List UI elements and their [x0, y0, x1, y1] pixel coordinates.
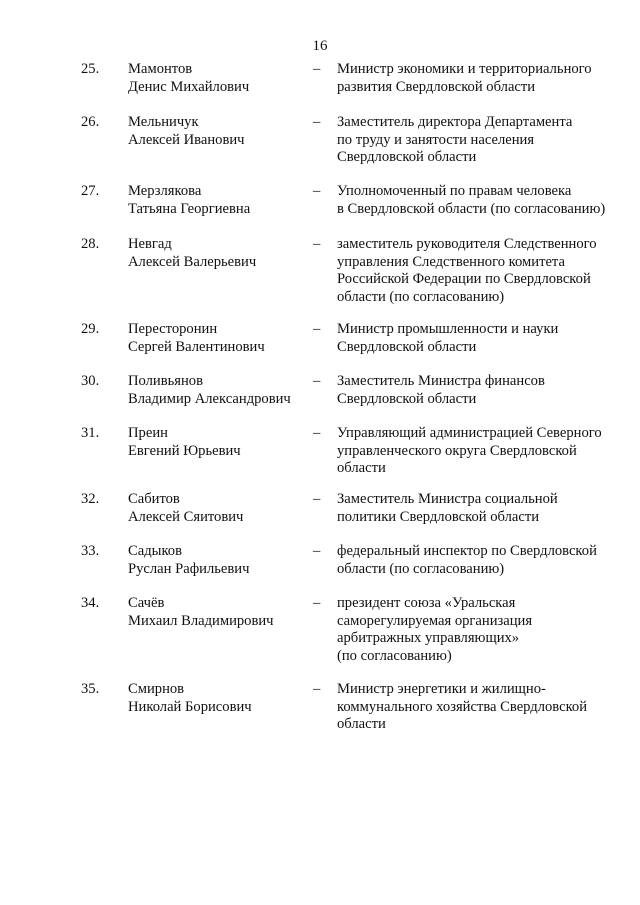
- description-line: саморегулируемая организация: [337, 612, 533, 629]
- surname: Садыков: [128, 543, 182, 559]
- position-description: [337, 425, 632, 478]
- separator-dash: –: [313, 183, 321, 199]
- person-name: [128, 61, 308, 96]
- separator-dash: –: [313, 595, 321, 611]
- given-names: Алексей Валерьевич: [128, 253, 257, 270]
- separator-dash: –: [313, 373, 321, 389]
- person-name: [128, 114, 308, 149]
- separator-dash: –: [313, 114, 321, 130]
- description-line: арбитражных управляющих»: [337, 630, 520, 646]
- description-line: Заместитель Министра социальной: [337, 491, 558, 507]
- surname: Мамонтов: [128, 61, 193, 77]
- page-number: 16: [312, 38, 328, 54]
- surname: Смирнов: [128, 681, 185, 697]
- entry-number: 32.: [81, 491, 100, 507]
- given-names: Михаил Владимирович: [128, 612, 274, 629]
- entry-number: 27.: [81, 183, 100, 199]
- description-line: Российской Федерации по Свердловской: [337, 271, 591, 287]
- person-name: [128, 543, 308, 578]
- description-line: Министр энергетики и жилищно-: [337, 681, 546, 697]
- entry-number: 34.: [81, 595, 100, 611]
- given-names: Татьяна Георгиевна: [128, 200, 251, 217]
- person-name: [128, 681, 308, 716]
- description-line: коммунального хозяйства Свердловской: [337, 698, 588, 715]
- description-line: управления Следственного комитета: [337, 253, 565, 270]
- separator-dash: –: [313, 61, 321, 77]
- description-line: области (по согласованию): [337, 560, 505, 577]
- description-line: (по согласованию): [337, 647, 452, 664]
- person-name: [128, 373, 308, 408]
- given-names: Евгений Юрьевич: [128, 442, 241, 459]
- surname: Пересторонин: [128, 321, 218, 337]
- given-names: Денис Михайлович: [128, 78, 250, 95]
- description-line: Свердловской области: [337, 390, 477, 407]
- position-description: [337, 543, 632, 578]
- given-names: Владимир Александрович: [128, 390, 291, 407]
- description-line: управленческого округа Свердловской: [337, 442, 577, 459]
- description-line: развития Свердловской области: [337, 78, 536, 95]
- position-description: [337, 491, 632, 526]
- separator-dash: –: [313, 681, 321, 697]
- description-line: Заместитель директора Департамента: [337, 114, 573, 130]
- separator-dash: –: [313, 425, 321, 441]
- description-line: области: [337, 460, 386, 476]
- description-line: Управляющий администрацией Северного: [337, 425, 602, 441]
- person-name: [128, 425, 308, 460]
- separator-dash: –: [313, 491, 321, 507]
- person-name: [128, 491, 308, 526]
- person-name: [128, 183, 308, 218]
- given-names: Алексей Сяитович: [128, 508, 244, 525]
- description-line: по труду и занятости населения: [337, 131, 535, 148]
- entry-number: 33.: [81, 543, 100, 559]
- entry-number: 25.: [81, 61, 100, 77]
- given-names: Руслан Рафильевич: [128, 560, 250, 577]
- entry-number: 26.: [81, 114, 100, 130]
- description-line: Свердловской области: [337, 149, 477, 165]
- description-line: президент союза «Уральская: [337, 595, 516, 611]
- entry-number: 28.: [81, 236, 100, 252]
- given-names: Алексей Иванович: [128, 131, 245, 148]
- description-line: Заместитель Министра финансов: [337, 373, 545, 389]
- position-description: [337, 61, 632, 96]
- separator-dash: –: [313, 236, 321, 252]
- position-description: [337, 373, 632, 408]
- surname: Сачёв: [128, 595, 165, 611]
- description-line: области: [337, 716, 386, 732]
- description-line: Уполномоченный по правам человека: [337, 183, 572, 199]
- separator-dash: –: [313, 321, 321, 337]
- position-description: [337, 681, 632, 734]
- surname: Невгад: [128, 236, 172, 252]
- position-description: [337, 183, 632, 218]
- description-line: Министр экономики и территориального: [337, 61, 592, 77]
- person-name: [128, 595, 308, 630]
- entry-number: 30.: [81, 373, 100, 389]
- given-names: Сергей Валентинович: [128, 338, 265, 355]
- position-description: [337, 114, 632, 167]
- position-description: [337, 595, 632, 665]
- description-line: заместитель руководителя Следственного: [337, 236, 597, 252]
- entry-number: 31.: [81, 425, 100, 441]
- surname: Сабитов: [128, 491, 180, 507]
- position-description: [337, 236, 632, 306]
- surname: Преин: [128, 425, 168, 441]
- description-line: Свердловской области: [337, 338, 477, 355]
- position-description: [337, 321, 632, 356]
- person-name: [128, 236, 308, 271]
- surname: Мельничук: [128, 114, 199, 130]
- given-names: Николай Борисович: [128, 698, 252, 715]
- description-line: политики Свердловской области: [337, 508, 540, 525]
- description-line: области (по согласованию): [337, 288, 505, 305]
- person-name: [128, 321, 308, 356]
- entry-number: 35.: [81, 681, 100, 697]
- description-line: в Свердловской области (по согласованию): [337, 200, 606, 217]
- separator-dash: –: [313, 543, 321, 559]
- description-line: федеральный инспектор по Свердловской: [337, 543, 597, 559]
- surname: Мерзлякова: [128, 183, 202, 199]
- description-line: Министр промышленности и науки: [337, 321, 559, 337]
- surname: Поливьянов: [128, 373, 203, 389]
- entry-number: 29.: [81, 321, 100, 337]
